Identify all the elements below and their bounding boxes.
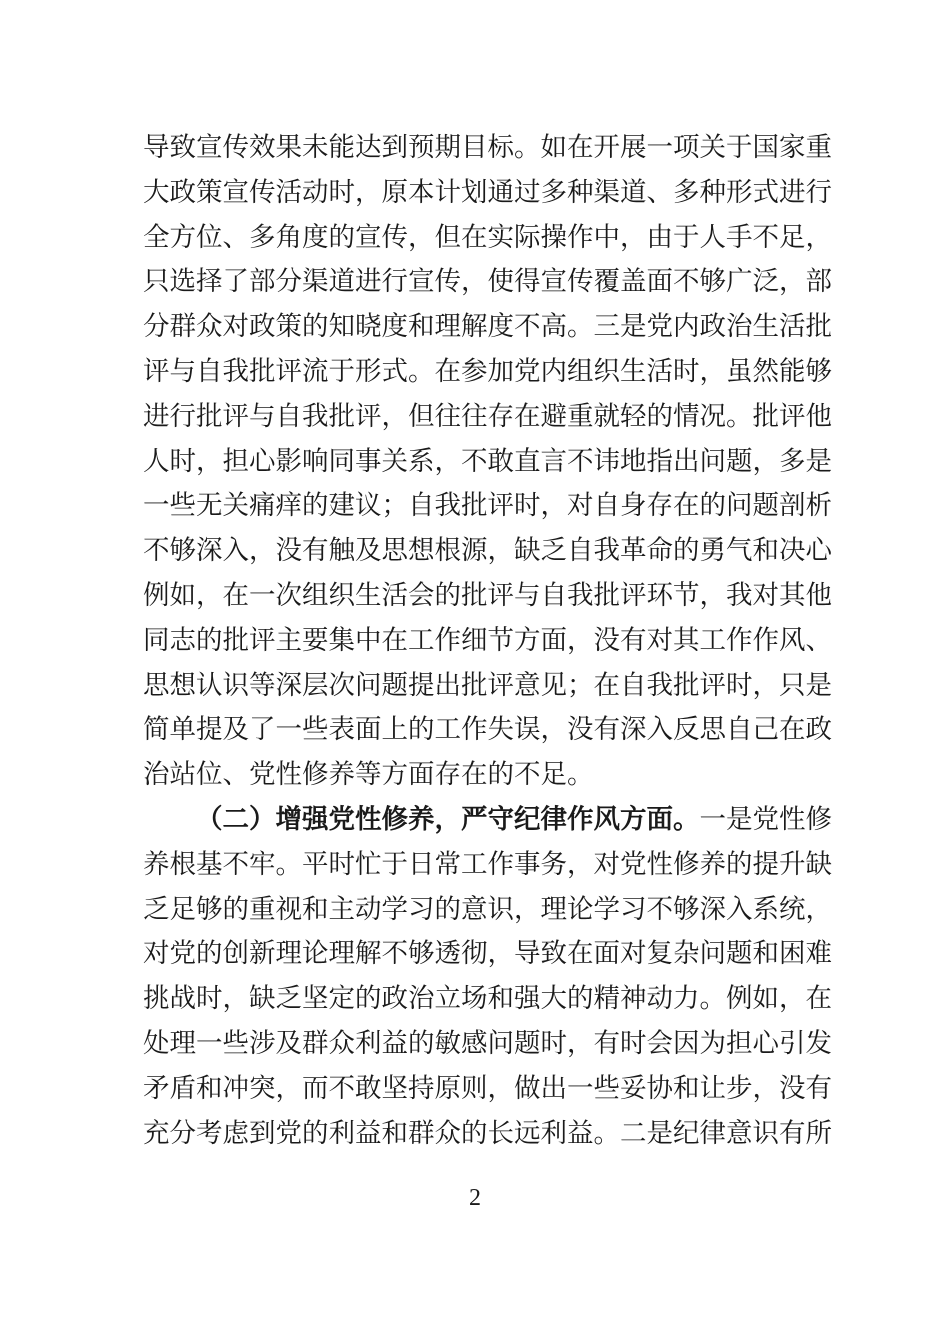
- section-heading: （二）增强党性修养，严守纪律作风方面。: [196, 803, 700, 835]
- text-line: 不够深入，没有触及思想根源，缺乏自我革命的勇气和决心: [143, 535, 832, 567]
- text-line: 大政策宣传活动时，原本计划通过多种渠道、多种形式进行: [143, 176, 832, 208]
- text-line: 例如，在一次组织生活会的批评与自我批评环节，我对其他: [143, 579, 832, 611]
- text-line: 评与自我批评流于形式。在参加党内组织生活时，虽然能够: [143, 355, 832, 387]
- text-line: 人时，担心影响同事关系，不敢直言不讳地指出问题，多是: [143, 445, 832, 477]
- text-line: 挑战时，缺乏坚定的政治立场和强大的精神动力。例如，在: [143, 983, 832, 1015]
- paragraph-last-line: 治站位、党性修养等方面存在的不足。: [143, 759, 594, 791]
- text-line: 只选择了部分渠道进行宣传，使得宣传覆盖面不够广泛，部: [143, 266, 832, 298]
- section-first-line: [143, 798, 832, 843]
- text-line: 同志的批评主要集中在工作细节方面，没有对其工作作风、: [143, 624, 832, 656]
- text-line: 简单提及了一些表面上的工作失误，没有深入反思自己在政: [143, 714, 832, 746]
- text-line: 进行批评与自我批评，但往往存在避重就轻的情况。批评他: [143, 400, 832, 432]
- text-line: 分群众对政策的知晓度和理解度不高。三是党内政治生活批: [143, 311, 832, 343]
- text-line: 矛盾和冲突，而不敢坚持原则，做出一些妥协和让步，没有: [143, 1072, 832, 1104]
- section-first-line-text: 一是党性修: [699, 803, 832, 835]
- text-line: 一些无关痛痒的建议；自我批评时，对自身存在的问题剖析: [143, 490, 832, 522]
- text-line: 对党的创新理论理解不够透彻，导致在面对复杂问题和困难: [143, 938, 832, 970]
- text-line: 导致宣传效果未能达到预期目标。如在开展一项关于国家重: [143, 132, 832, 163]
- text-line: 充分考虑到党的利益和群众的长远利益。二是纪律意识有所: [143, 1117, 832, 1149]
- text-line: 思想认识等深层次问题提出批评意见；在自我批评时，只是: [143, 669, 832, 701]
- text-line: 全方位、多角度的宣传，但在实际操作中，由于人手不足，: [143, 221, 832, 253]
- text-line: 处理一些涉及群众利益的敏感问题时，有时会因为担心引发: [143, 1027, 832, 1059]
- body-text: [143, 126, 832, 1156]
- text-line: 养根基不牢。平时忙于日常工作事务，对党性修养的提升缺: [143, 848, 832, 880]
- page-number: 2: [469, 1185, 481, 1211]
- text-line: 乏足够的重视和主动学习的意识，理论学习不够深入系统，: [143, 893, 832, 925]
